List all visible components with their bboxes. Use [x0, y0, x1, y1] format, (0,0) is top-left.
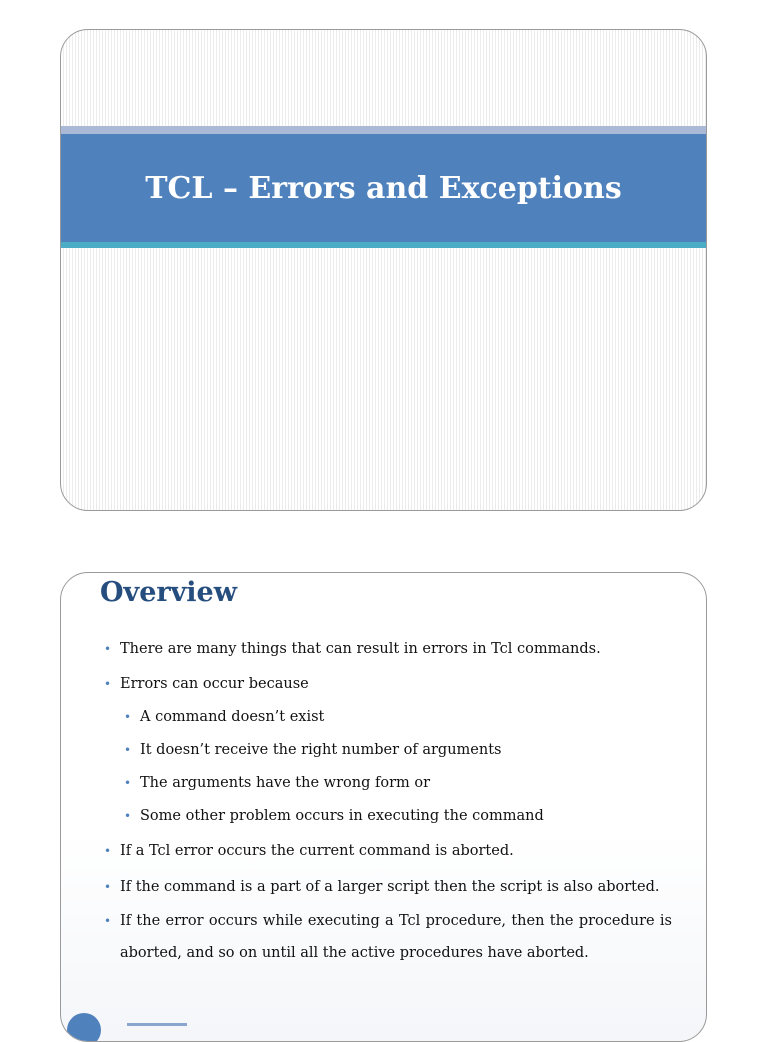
footer-mark: [127, 1023, 187, 1026]
bullet-text: The arguments have the wrong form or: [140, 775, 431, 791]
bullet-item: [104, 835, 672, 867]
bullet-text: Some other problem occurs in executing the command: [140, 808, 544, 824]
title-accent-band-bottom: [61, 242, 706, 248]
bullet-item: [104, 871, 672, 903]
bullet-text: If the error occurs while executing a Tcl procedure, then the procedure is aborted, and so on until all the active procedures have aborted.: [120, 913, 672, 961]
bullet-text: There are many things that can result in errors in Tcl commands.: [120, 641, 601, 657]
sub-bullet-item: [124, 701, 672, 733]
bullet-item: [104, 633, 672, 665]
overview-slide: [60, 572, 707, 1042]
title-band: [61, 134, 706, 242]
slide-title: TCL – Errors and Exceptions: [145, 170, 622, 206]
sub-bullet-item: [124, 800, 672, 832]
bullet-item: [104, 905, 672, 969]
bullet-text: A command doesn’t exist: [140, 709, 325, 725]
slide-heading: Overview: [100, 577, 237, 608]
bullet-text: If the command is a part of a larger script then the script is also aborted.: [120, 879, 660, 895]
bullet-icon: •: [104, 914, 112, 928]
bullet-icon: •: [124, 776, 132, 790]
sub-bullet-item: [124, 767, 672, 799]
footer-circle-icon: [67, 1013, 101, 1042]
sub-bullet-item: [124, 734, 672, 766]
bullet-text: Errors can occur because: [120, 676, 309, 692]
bullet-icon: •: [124, 809, 132, 823]
title-accent-band-top: [61, 126, 706, 134]
bullet-icon: •: [124, 710, 132, 724]
bullet-icon: •: [104, 677, 112, 691]
bullet-item: [104, 668, 672, 700]
bullet-text: It doesn’t receive the right number of arguments: [140, 742, 502, 758]
bullet-icon: •: [104, 880, 112, 894]
bullet-text: If a Tcl error occurs the current command is aborted.: [120, 843, 514, 859]
bullet-icon: •: [104, 642, 112, 656]
bullet-icon: •: [104, 844, 112, 858]
bullet-icon: •: [124, 743, 132, 757]
title-slide: [60, 29, 707, 511]
